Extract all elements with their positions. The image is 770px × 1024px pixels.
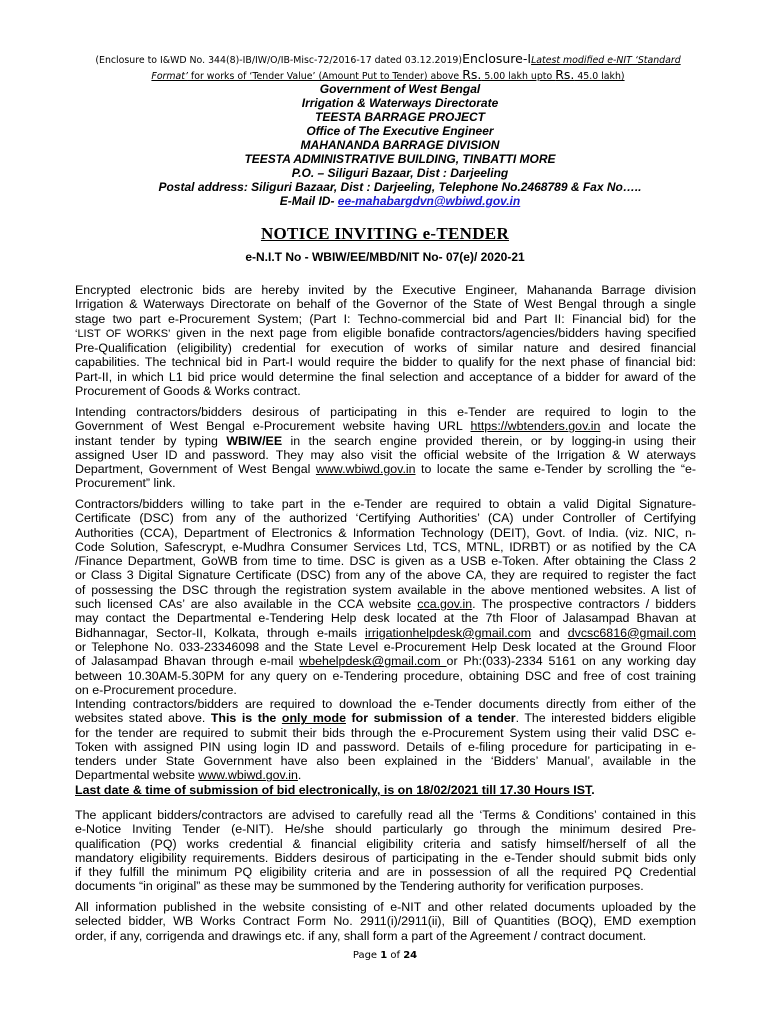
page-total: 24 <box>403 950 418 961</box>
enclosure-label: Enclosure-I <box>462 51 532 66</box>
enclosure-tender-value: for works of ‘Tender Value’ (Amount Put to Tender) above <box>187 71 463 82</box>
text-line <box>75 597 696 611</box>
text-line: selected bidder, WB Works Contract Form No. 2911(i)/2911(ii), Bill of Quantities (BOQ), EMD exemption <box>75 914 696 929</box>
paragraph-invitation <box>75 283 696 398</box>
text-line: capabilities. The technical bid in Part-I would require the bidder to qualify for the next phase of financial bid: <box>75 355 696 370</box>
wbe-helpdesk-email[interactable]: wbehelpdesk@gmail.com <box>299 654 447 669</box>
notice-title: NOTICE INVITING e-TENDER <box>260 224 510 243</box>
enclosure-rs-1: Rs. <box>462 67 482 82</box>
header-building: TEESTA ADMINISTRATIVE BUILDING, TINBATTI MORE <box>244 152 556 166</box>
header-government: Government of West Bengal <box>319 82 481 96</box>
text-line: Encrypted electronic bids are hereby invited by the Executive Engineer, Mahananda Barrage division <box>75 283 696 297</box>
text-line: All information published in the website consisting of e-NIT and other related documents uploaded by the <box>75 900 696 914</box>
text-fragment: This is the <box>210 711 282 726</box>
text-line: tenders under State Government have also been explained in the ‘Bidders’ Manual’, available in the <box>75 754 696 769</box>
header-postal-address: Postal address: Siliguri Bazaar, Dist : Darjeeling, Telephone No.2468789 & Fax No….. <box>158 180 642 194</box>
header-project: TEESTA BARRAGE PROJECT <box>314 110 485 124</box>
page-number: 1 <box>380 950 388 961</box>
text-fragment: such licensed CAs’ are also available in the CCA website <box>75 597 418 612</box>
text-fragment: Bidhannagar, Sector-II, Kolkata, through e-mails <box>75 625 365 640</box>
text-line: Code Solution, Safescrypt, e-Mudhra Consumer Services Ltd, TCS, MTNL, IDRBT) or as notified by the CA <box>75 539 696 554</box>
text-fragment: instant tender by typing <box>75 433 227 448</box>
irrigation-helpdesk-email[interactable]: irrigationhelpdesk@gmail.com <box>364 625 532 640</box>
text-line: /Finance Department, GoWB from time to time. DSC is given as a USB e-Token. After obtaining the Class 2 <box>75 554 696 569</box>
text-fragment: and <box>531 625 568 640</box>
text-line <box>75 434 696 448</box>
enclosure-amount-2: 45.0 lakh) <box>574 71 625 82</box>
text-line: mandatory eligibility requirements. Bidders desirous of participating in the e-Tender should submit bids only <box>75 850 696 865</box>
enclosure-reference: (Enclosure to I&WD No. 344(8)-IB/IW/O/IB-Misc-72/2016-17 dated 03.12.2019) <box>95 55 463 66</box>
text-line: Procurement” link. <box>75 476 176 491</box>
text-line: documents “in original” as these may be summoned by the Tendering authority for verification purposes. <box>75 879 644 894</box>
submission-deadline <box>75 783 696 797</box>
paragraph-terms <box>75 808 696 894</box>
text-line: or Class 3 Digital Signature Certificate (DSC) from any of the above CA, they are required to register the fact <box>75 568 696 583</box>
text-line <box>75 768 696 782</box>
text-fragment: . <box>297 768 302 783</box>
text-line: Procurement of Goods & Works contract. <box>75 384 301 399</box>
text-line: Part-II, in which L1 bid price would determine the final selection and acceptance of a bidder for award of the <box>75 369 696 384</box>
text-line: between 10.30AM-5.30PM for any query on e-Tendering procedure, obtaining DSC and free of cost training <box>75 668 696 683</box>
email-link[interactable]: ee-mahabargdvn@wbiwd.gov.in <box>337 194 521 208</box>
text-line: qualification (PQ) works credential & financial eligibility criteria and satisfy himself/herself of all the <box>75 836 696 851</box>
text-line: may contact the Departmental e-Tendering Help desk located at the 7th Floor of Jalasampad Bhavan at <box>75 611 696 626</box>
page-footer <box>0 950 770 961</box>
text-line: order, if any, corrigenda and drawings etc. if any, shall form a part of the Agreement / contract document. <box>75 928 647 943</box>
text-fragment: of Jalasampad Bhavan through e-mail <box>75 654 300 669</box>
text-line: assigned User ID and password. They may also visit the official website of the Irrigation & W aterways <box>75 447 696 462</box>
text-line: on e-Procurement procedure. <box>75 682 237 697</box>
text-line <box>75 654 696 668</box>
header-email-line <box>40 194 760 208</box>
text-line: or Telephone No. 033-23346098 and the State Level e-Procurement Help Desk located at the Ground Floor <box>75 639 696 654</box>
cca-link[interactable]: cca.gov.in <box>417 597 473 612</box>
text-line: Certificate (DSC) from any of the authorized ‘Certifying Authorities’ (CA) under Controller of Certifying <box>75 511 696 526</box>
text-line <box>75 626 696 640</box>
search-keyword: WBIW/EE <box>226 433 283 448</box>
wbiwd-link[interactable]: www.wbiwd.gov.in <box>315 462 416 477</box>
page-of-label: of <box>387 950 404 961</box>
text-line <box>75 462 696 476</box>
enclosure-amount-1: 5.00 lakh upto <box>481 71 556 82</box>
list-of-works-ref: ‘LIST OF WORKS’ <box>75 327 171 340</box>
text-fragment: given in the next page from eligible bonafide contractors/agencies/bidders having specified <box>170 325 696 340</box>
header-division: MAHANANDA BARRAGE DIVISION <box>300 138 500 152</box>
text-fragment: Department, Government of West Bengal <box>75 462 316 477</box>
text-line: Contractors/bidders willing to take part in the e-Tender are required to obtain a valid Digital Signature- <box>75 497 696 511</box>
text-line: stage two part e-Procurement System; (Part I: Techno-commercial bid and Part II: Financial bid) for the <box>75 311 696 326</box>
enclosure-format: Format’ <box>151 71 188 82</box>
text-line: Authorities (CCA), Department of Electronics & Information Technology (DEIT), Govt. of India. (viz. NIC, n- <box>75 525 696 540</box>
enclosure-modified-note: Latest modified e-NIT ‘Standard <box>531 55 681 66</box>
paragraph-download <box>75 697 696 797</box>
text-fragment: . The prospective contractors / bidders <box>472 597 696 612</box>
nit-number: e-N.I.T No - WBIW/EE/MBD/NIT No- 07(e)/ 2020-21 <box>245 250 525 264</box>
wbiwd-link-2[interactable]: www.wbiwd.gov.in <box>198 768 298 783</box>
text-fragment: to locate the same e-Tender by scrolling the “e- <box>415 462 696 477</box>
paragraph-dsc <box>75 497 696 697</box>
email-label: E-Mail ID- <box>279 194 338 208</box>
text-fragment: Departmental website <box>75 768 199 783</box>
text-line <box>75 711 696 725</box>
text-line: if they fulfill the minimum PQ eligibility criteria and are in possession of all the required PQ Credential <box>75 865 696 880</box>
text-line: Intending contractors/bidders are required to download the e-Tender documents directly from either of the <box>75 697 696 711</box>
text-line: of possessing the DSC through the registration system available in the above mentioned websites. A list of <box>75 582 696 597</box>
text-line: Irrigation & Waterways Directorate on behalf of the Governor of the State of West Bengal through a single <box>75 297 696 312</box>
text-fragment: . The interested bidders eligible <box>515 711 696 726</box>
text-line: for the tender are required to submit their bids through the e-Procurement System using their valid DSC e- <box>75 725 696 740</box>
only-mode-emphasis: only mode <box>281 711 346 726</box>
dvcsc-email[interactable]: dvcsc6816@gmail.com <box>567 625 697 640</box>
text-line: Intending contractors/bidders desirous of participating in this e-Tender are required to login to the <box>75 405 696 419</box>
header-office: Office of The Executive Engineer <box>306 124 494 138</box>
text-line: Pre-Qualification (eligibility) credential for execution of works of similar nature and desired financial <box>75 341 696 356</box>
text-fragment: in the search engine provided therein, or by logging-in using their <box>282 433 696 448</box>
page-label: Page <box>352 950 381 961</box>
paragraph-information <box>75 900 696 943</box>
text-line <box>75 419 696 433</box>
deadline-text: Last date & time of submission of bid electronically, is on 18/02/2021 till 17.30 Hours IST <box>75 782 592 797</box>
text-fragment: . <box>591 782 595 797</box>
paragraph-login <box>75 405 696 491</box>
text-line <box>75 326 696 341</box>
text-line: Token with assigned PIN using login ID and password. Details of e-filing procedure for participating in e- <box>75 739 696 754</box>
header-po: P.O. – Siliguri Bazaar, Dist : Darjeeling <box>291 166 509 180</box>
text-fragment: or Ph:(033)-2334 5161 on any working day <box>446 654 697 669</box>
wbtenders-link[interactable]: https://wbtenders.gov.in <box>470 419 601 434</box>
text-fragment: Government of West Bengal e-Procurement website having URL <box>75 419 471 434</box>
text-fragment: for submission of a tender <box>345 711 516 726</box>
enclosure-rs-2: Rs. <box>555 67 575 82</box>
text-line: e-Notice Inviting Tender (e-NIT). He/she should particularly go through the minimum desired Pre- <box>75 822 696 837</box>
header-directorate: Irrigation & Waterways Directorate <box>301 96 499 110</box>
text-line: The applicant bidders/contractors are advised to carefully read all the ‘Terms & Conditions’ contained in this <box>75 808 696 822</box>
text-fragment: websites stated above. <box>75 711 211 726</box>
text-fragment: and locate the <box>600 419 696 434</box>
